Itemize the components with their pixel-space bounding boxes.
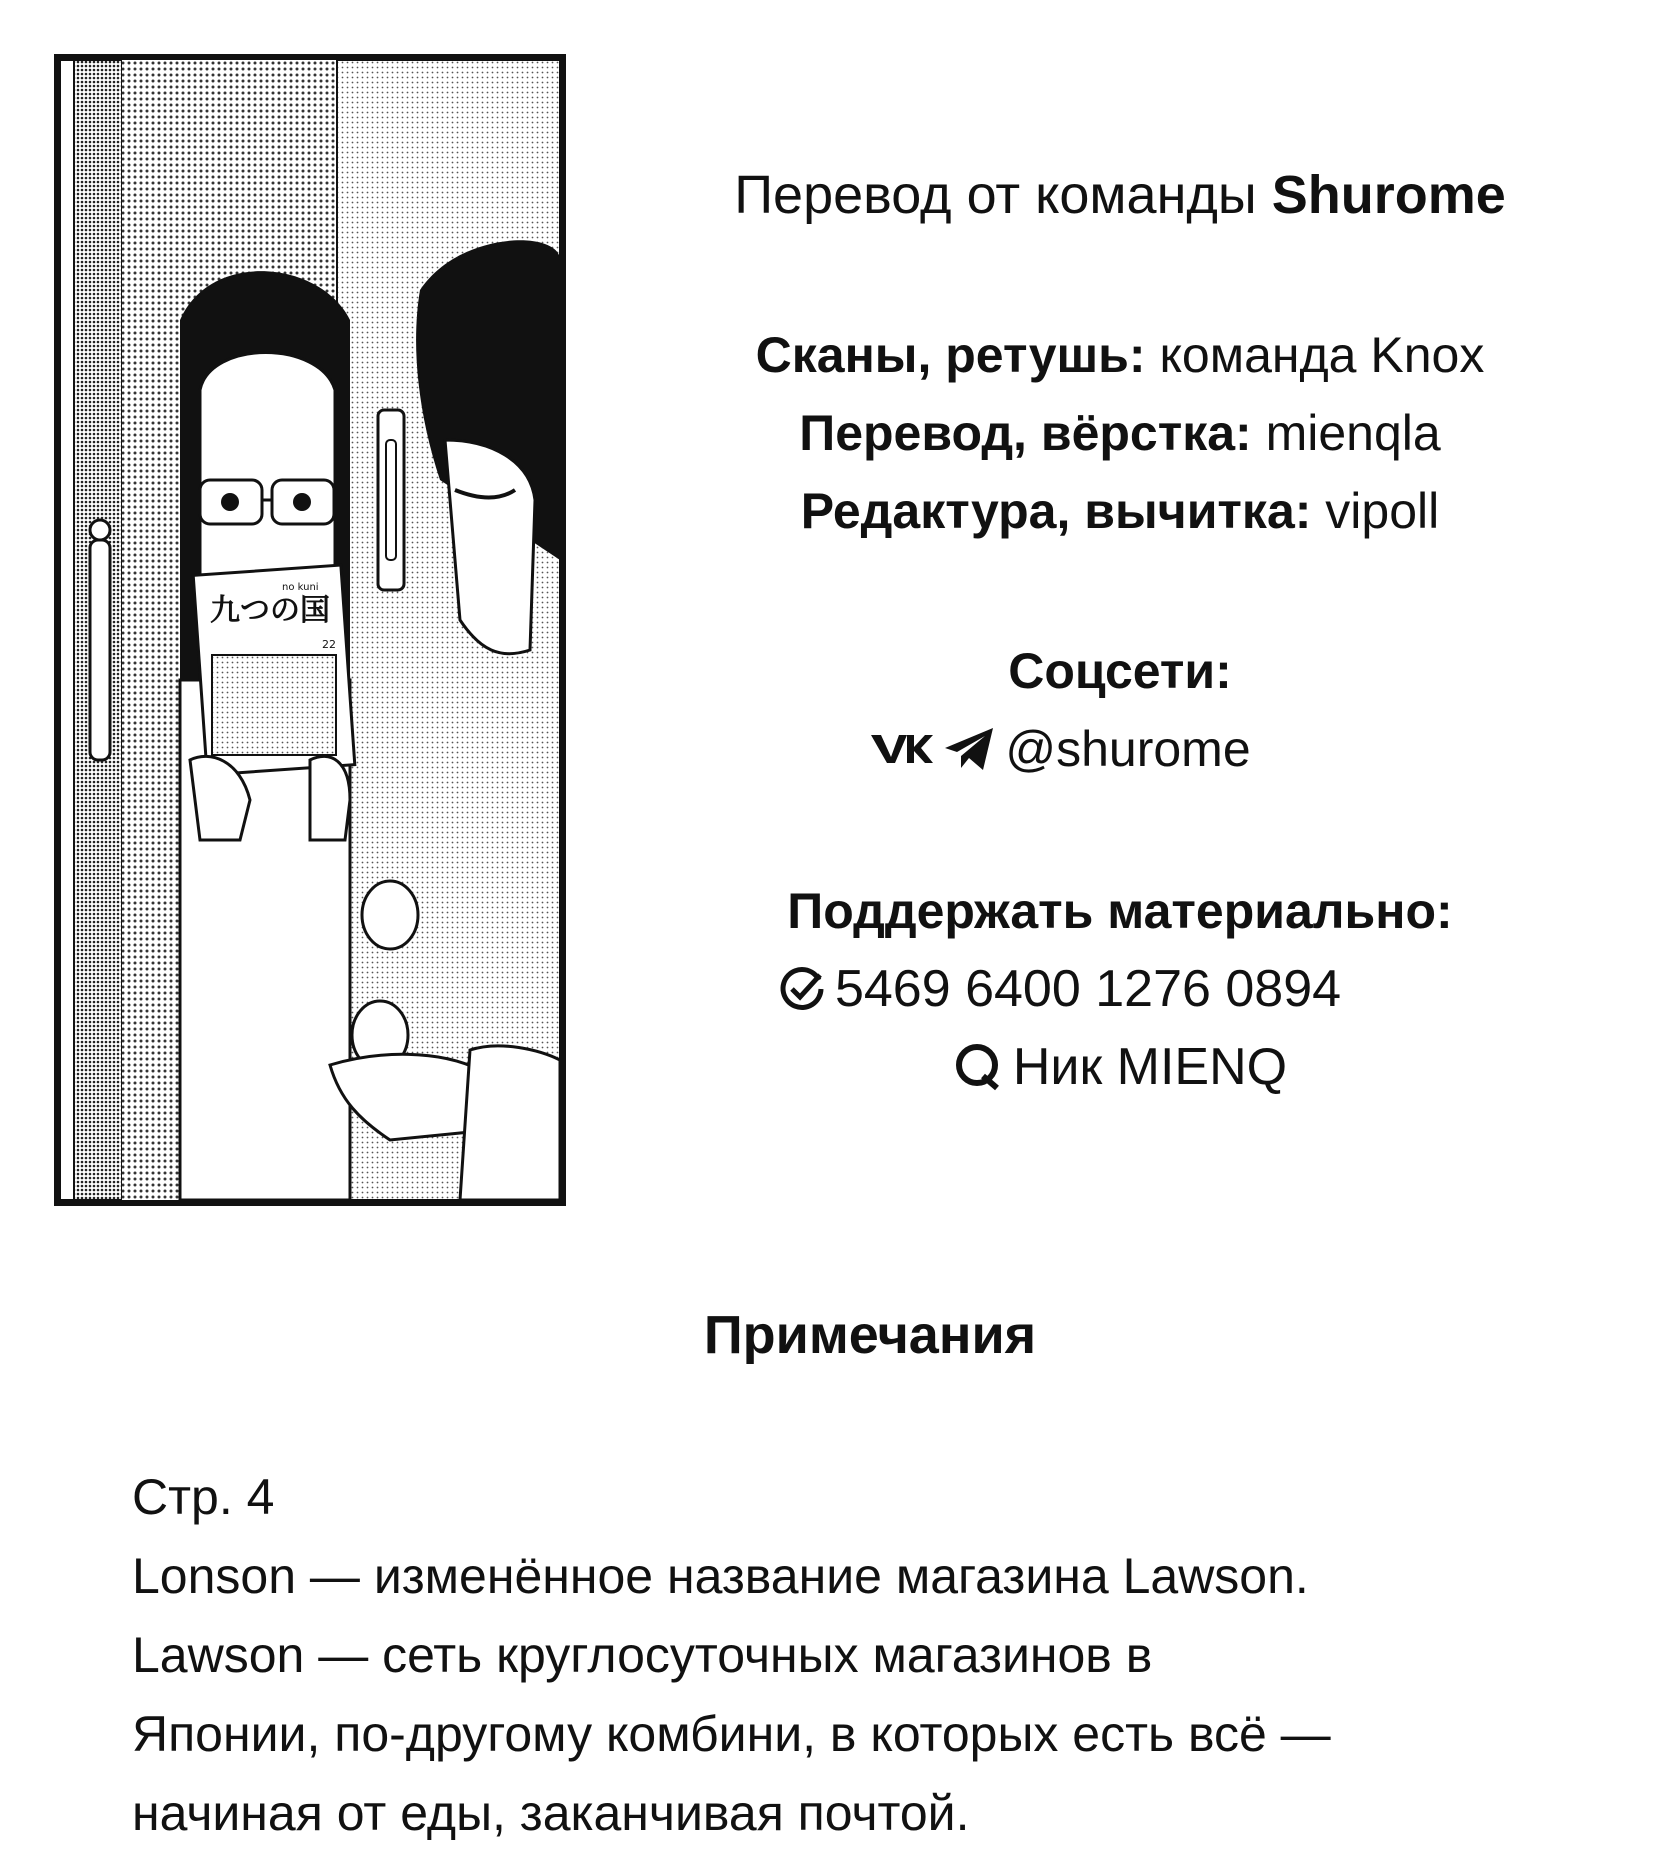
role-value: mienqla — [1251, 405, 1441, 461]
role-editing — [620, 472, 1620, 550]
credits-section — [620, 150, 1620, 1106]
card-row — [500, 950, 1620, 1028]
manga-panel-art — [60, 60, 560, 1200]
notes-line: Lawson — сеть круглосуточных магазинов в — [132, 1627, 1153, 1683]
vk-icon[interactable] — [869, 731, 933, 767]
credits-title-prefix: Перевод от команды — [734, 165, 1272, 225]
check-circle-icon — [779, 966, 825, 1012]
book-subtitle: no kuni — [282, 582, 319, 593]
qiwi-icon — [953, 1042, 1003, 1092]
notes-line: Стр. 4 — [132, 1469, 275, 1525]
nick-row — [620, 1028, 1620, 1106]
book-title: 九つの国 — [210, 593, 330, 628]
roles-list — [620, 316, 1620, 550]
role-scans — [620, 316, 1620, 394]
manga-panel-illustration — [54, 54, 566, 1206]
role-label: Редактура, вычитка: — [800, 483, 1312, 539]
notes-body — [132, 1458, 1632, 1853]
role-label: Перевод, вёрстка: — [799, 405, 1252, 461]
manga-book — [193, 565, 355, 775]
social-handle[interactable]: @shurome — [1005, 721, 1251, 777]
role-value: команда Knox — [1145, 327, 1485, 383]
support-heading: Поддержать материально: — [787, 883, 1453, 939]
notes-heading: Примечания — [703, 1305, 1037, 1365]
role-translation — [620, 394, 1620, 472]
team-name: Shurome — [1271, 165, 1506, 225]
card-number[interactable]: 5469 6400 1276 0894 — [834, 960, 1342, 1018]
role-value: vipoll — [1311, 483, 1440, 539]
nick-text: Ник MIENQ — [1012, 1038, 1288, 1096]
notes-line: Lonson — изменённое название магазина Lawson. — [132, 1548, 1309, 1604]
notes-line: начиная от еды, заканчивая почтой. — [132, 1785, 970, 1841]
credits-title — [620, 165, 1620, 225]
door-chain — [90, 520, 110, 760]
social-row — [500, 710, 1620, 788]
telegram-icon[interactable] — [943, 726, 995, 772]
social-heading: Соцсети: — [1008, 643, 1232, 699]
book-volume: 22 — [322, 638, 336, 651]
role-label: Сканы, ретушь: — [755, 327, 1146, 383]
notes-line: Японии, по-другому комбини, в которых есть всё — — [132, 1706, 1331, 1762]
